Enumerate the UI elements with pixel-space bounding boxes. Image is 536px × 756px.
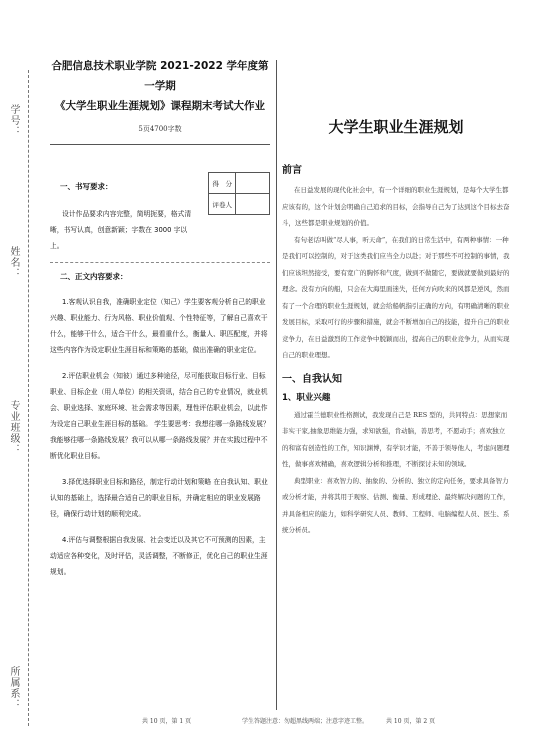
section2-heading: 二、正文内容要求： xyxy=(60,272,128,281)
page-divider xyxy=(276,60,277,710)
dashed-divider xyxy=(50,262,270,263)
name-label: 姓名： xyxy=(8,246,19,279)
answer-note: 学生答题注意：勿超黑线两端；注意字迹工整。 xyxy=(242,718,369,725)
binding-margin xyxy=(0,0,34,756)
career-interest-heading: 1、职业兴趣 xyxy=(282,392,331,403)
college-label: 所属系： xyxy=(8,666,19,710)
score-table xyxy=(208,172,270,215)
section1-text: 设计作品要求内容完整，简明扼要，格式清晰，书写认真，创意新颖；字数在 3000 字以上。 xyxy=(50,210,192,250)
exam-title-line1: 合肥信息技术职业学院 2021-2022 学年度第一学期 xyxy=(51,60,269,92)
career-interest-paragraph-1: 通过霍兰德职业性格测试，我发现自己是 RES 型的，共同特点：思想家而非实干家,抽象思维能力强，求知欲强，肯动脑，善思考，不愿动手；喜欢独立的和富有创造性的工作，知识渊博，有学识才能，不善于领导他人，考虑问题理性，做事喜欢精确，喜欢逻辑分析和推理，不断探讨未知的领域。 xyxy=(282,410,510,468)
major-class-label: 专业班级： xyxy=(8,400,19,455)
exam-title-line2: 《大学生职业生涯规划》课程期末考试大作业 xyxy=(55,100,265,112)
section1-heading: 一、书写要求： xyxy=(60,182,113,191)
page-word-count: 5页4700字数 xyxy=(138,125,182,133)
career-interest-paragraph-2: 典型职业：喜欢智力的、抽象的、分析的、独立的定向任务，要求具备智力或分析才能，并将其用于观察、估测、衡量、形成理论、最终解决问题的工作，并具备相应的能力，如科学研究人员、教师、工程师、电脑编程人员、医生、系统分析员。 xyxy=(282,476,510,534)
requirement-item-1: 1.客观认识自我，准确职业定位（知己）学生要客观分析自己的职业兴趣、职业能力、行为风格、职业价值观、个性特征等，了解自己喜欢干什么，能够干什么，适合干什么，最看重什么，衡量人、职匹配度，并将这些内容作为设定职业生涯目标和策略的基础，做出准确的职业定位。 xyxy=(50,298,268,354)
score-label: 得 分 xyxy=(209,173,236,194)
foreword-paragraph-2: 有句老话叫做“尽人事，听天命”，在我们的日常生活中，有两种事情：一种是我们可以控制的，对于这类我们应当全力以赴；对于那些不可控制的事情，我们应该坦然接受，要有宽广的胸怀和气度，做到不做随它，要做就要做到最好的理念。没有方向的船，只会在大海里面迷失，任何方向吹来的风都是逆风，然而有了一个合理的职业生涯规划，就会给船帆指引正确的方向，有明确清晰的职业发展目标，采取可行的步骤和措施，就会不断增加自己的技能，提升自己的职业竞争力，在日益激烈的工作竞争中脱颖而出，提高自己的职业竞争力，从而实现自己的职业理想。 xyxy=(282,235,510,359)
foreword-heading: 前言 xyxy=(282,165,302,176)
requirement-item-4: 4.评估与调整根据自我发展、社会变迁以及其它不可预测的因素，主动适应各种变化，及时评估，灵活调整，不断修正，优化自己的职业生涯规划。 xyxy=(50,536,268,576)
score-field[interactable] xyxy=(236,173,270,194)
left-page xyxy=(50,56,270,716)
grader-field[interactable] xyxy=(236,194,270,215)
right-page-number: 共 10 页，第 2 页 xyxy=(386,718,436,725)
essay-title: 大学生职业生涯规划 xyxy=(328,118,464,136)
left-page-number: 共 10 页，第 1 页 xyxy=(142,718,192,725)
grader-label: 评卷人 xyxy=(209,194,236,215)
binding-line xyxy=(28,70,29,726)
requirement-item-3: 3.择优选择职业目标和路径，制定行动计划和策略 在自我认知、职业认知的基础上，选择最合适自己的职业目标，并确定相应的职业发展路径，确保行动计划的顺利完成。 xyxy=(50,478,268,518)
foreword-paragraph-1: 在日益发展的现代化社会中，有一个详细的职业生涯规划，是每个大学生都应该有的，这个计划会明确自己追求的目标，会指导自己为了达到这个目标去奋斗，这些都是职业规划的价值。 xyxy=(282,186,510,227)
self-knowledge-heading: 一、自我认知 xyxy=(282,373,342,385)
requirement-item-2: 2.评估职业机会（知彼）通过多种途径，尽可能获取目标行业、目标职业、目标企业（用人单位）的相关资讯，结合自己的专业情况，就业机会、职业选择、家庭环境、社会需求等因素，理性评估职业机会，以此作为设定自己职业生涯目标的基础。 学生要思考：我想往哪一条路线发展？我能够往哪一条路线发展？我可以从哪一条路线发展？并在实践过程中不断优化职业目标。 xyxy=(50,372,270,460)
student-id-label: 学号： xyxy=(8,104,19,137)
right-page xyxy=(282,56,510,716)
